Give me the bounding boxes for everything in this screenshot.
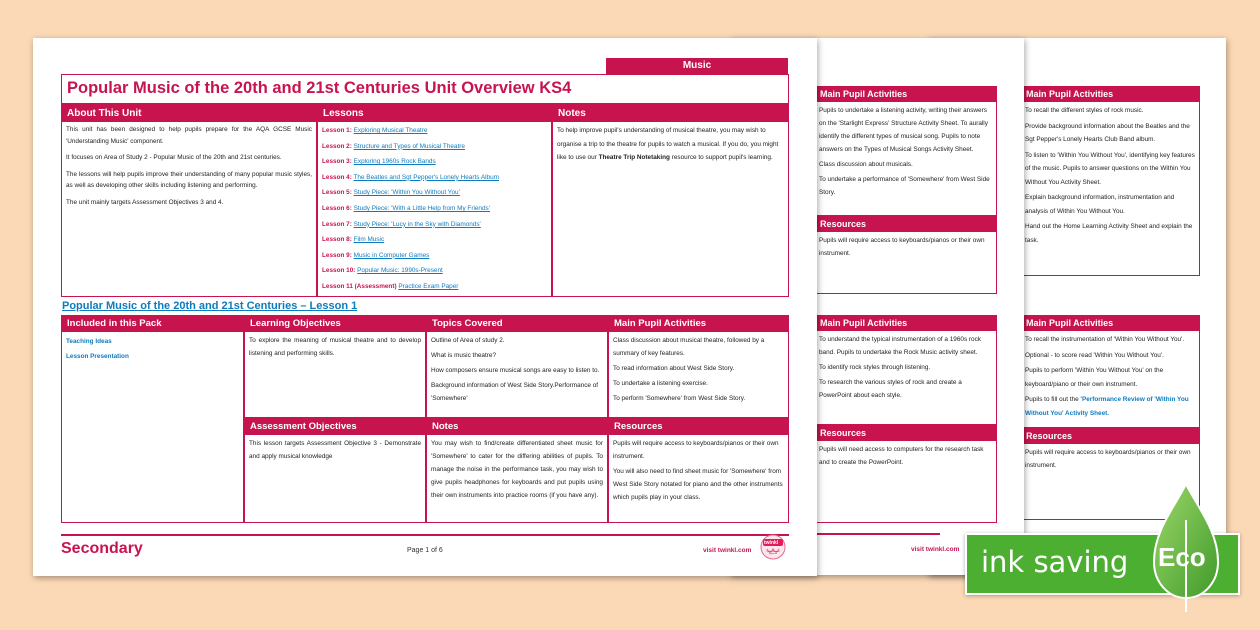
lessons-heading: Lessons <box>318 105 551 122</box>
topics-heading: Topics Covered <box>427 316 607 332</box>
teaching-ideas-link[interactable]: Teaching Ideas <box>66 338 112 345</box>
p3-box2-body: To recall the instrumentation of 'Within You Without You'. Optional - to score read 'Within You Without You'. Pupils to perform 'Within You Without You' on the keyboard/piano or their own instrument. Pupils to fill out the 'Performance Review of 'Within You Without You' Activity Sheet. <box>1025 336 1189 417</box>
p3-box3-heading: Resources <box>1021 429 1199 444</box>
resources-heading: Resources <box>609 419 789 435</box>
p2-box1-body: Pupils to undertake a listening activity, writing their answers on the 'Starlight Express' Structure Activity Sheet. To aurally identify the different types of musical song. Pupils to note answers on the Types of Musical Songs Activity Sheet. Class discussion about musicals. To undertake a performance of 'Somewhere' from West Side Story. <box>819 107 990 196</box>
p2-activities-box-1 <box>814 86 997 294</box>
twinkl-logo-text: twinkl <box>764 540 779 546</box>
secondary-label: Secondary <box>61 540 143 557</box>
music-tab: Music <box>606 58 788 74</box>
p3-activities-box-1 <box>1020 86 1200 276</box>
lesson-notes-body: You may wish to find/create differentiated sheet music for 'Somewhere' to cater for the differing abilities of pupils. To manage the noise in the performance task, you may wish to give pupils headphones for keyboards and put pupils using their own instruments into practice rooms (if you have any). <box>431 440 603 499</box>
p2-box3-body: To understand the typical instrumentation of a 1960s rock band. Pupils to undertake the Rock Music activity sheet. To identify rock styles through listening. To research the various styles of rock and create a PowerPoint about each style. <box>819 336 981 399</box>
lesson-item[interactable]: Lesson 6: Study Piece: 'With a Little Help from My Friends' <box>322 204 490 212</box>
unit-title: Popular Music of the 20th and 21st Centuries Unit Overview KS4 <box>67 79 572 97</box>
lesson-presentation-link[interactable]: Lesson Presentation <box>66 353 129 360</box>
included-list <box>62 332 243 366</box>
ink-saving-label: ink saving <box>981 545 1129 579</box>
notes-heading: Notes <box>553 105 789 122</box>
objectives-column <box>245 316 425 417</box>
lesson-item[interactable]: Lesson 11 (Assessment) Practice Exam Paper <box>322 282 459 290</box>
assessment-heading: Assessment Objectives <box>245 419 425 435</box>
objectives-heading: Learning Objectives <box>245 316 425 332</box>
p2-box1-heading: Main Pupil Activities <box>815 87 996 102</box>
p2-box4-heading: Resources <box>815 426 996 441</box>
lesson1-table <box>61 315 789 523</box>
p3-box2-heading: Main Pupil Activities <box>1021 316 1199 331</box>
eco-leaf <box>1146 480 1226 615</box>
activities-heading: Main Pupil Activities <box>609 316 789 332</box>
notes-column <box>553 105 789 297</box>
footer-url[interactable]: visit twinkl.com <box>703 547 752 554</box>
activities-column <box>609 316 789 417</box>
theatre-trip-resource[interactable]: Theatre Trip Notetaking <box>598 154 670 161</box>
lesson-item[interactable]: Lesson 5: Study Piece: 'Within You Without You' <box>322 189 460 197</box>
lessons-list <box>318 122 551 297</box>
resources-column <box>609 419 789 522</box>
activities-body: Class discussion about musical theatre, followed by a summary of key features. To read information about West Side Story. To undertake a listening exercise. To perform 'Somewhere' from West Side Story. <box>613 337 765 402</box>
p2-box2-body: Pupils will require access to keyboards/pianos or their own instrument. <box>819 237 985 257</box>
p2-activities-box-2 <box>814 315 997 523</box>
lesson-notes-column <box>427 419 607 522</box>
p2-footer-url[interactable]: visit twinkl.com <box>911 546 960 553</box>
p3-box3-body: Pupils will require access to keyboards/pianos or their own instrument. <box>1025 449 1191 469</box>
twinkl-logo <box>759 533 787 561</box>
lesson-item[interactable]: Lesson 1: Exploring Musical Theatre <box>322 127 428 134</box>
assessment-column <box>245 419 425 522</box>
p2-box4-body: Pupils will need access to computers for the research task and to create the PowerPoint. <box>819 446 984 466</box>
eco-label: Eco <box>1158 542 1206 572</box>
footer-line <box>61 534 789 536</box>
included-heading: Included in this Pack <box>62 316 243 332</box>
p3-box1-heading: Main Pupil Activities <box>1021 87 1199 102</box>
unit-overview-table <box>61 74 789 297</box>
page-number: Page 1 of 6 <box>407 547 443 554</box>
topics-body: Outline of Area of study 2. What is music theatre? How composers ensure musical songs are easy to listen to. Background information of West Side Story.Performance of 'Somewhere' <box>431 337 600 402</box>
lesson-item[interactable]: Lesson 2: Structure and Types of Musical Theatre <box>322 142 465 150</box>
lesson-item[interactable]: Lesson 4: The Beatles and Sgt Pepper's Lonely Hearts Album <box>322 173 499 181</box>
lesson-item[interactable]: Lesson 8: Film Music <box>322 236 385 244</box>
lesson-item[interactable]: Lesson 10: Popular Music: 1990s-Present <box>322 267 443 275</box>
objectives-body: To explore the meaning of musical theatre and to develop listening and performing skills. <box>249 337 421 357</box>
lesson1-title[interactable]: Popular Music of the 20th and 21st Centuries – Lesson 1 <box>62 300 358 312</box>
assessment-body: This lesson targets Assessment Objective 3 - Demonstrate and apply musical knowledge <box>249 440 421 460</box>
included-column <box>62 316 243 522</box>
lesson-notes-heading: Notes <box>427 419 607 435</box>
notes-body: To help improve pupil's understanding of musical theatre, you may wish to organise a trip to the theatre for pupils to watch a musical. If you do, you might like to use our Theatre Trip Notetaking resource to support pupil's learning. <box>557 127 779 161</box>
lesson-item[interactable]: Lesson 3: Exploring 1960s Rock Bands <box>322 158 436 166</box>
topics-column <box>427 316 607 417</box>
twinkl-logo-subtext: Quality Standard Approved <box>766 551 780 556</box>
about-body: This unit has been designed to help pupils prepare for the AQA GCSE Music 'Understanding Music' component. It focuses on Area of Study 2 - Popular Music of the 20th and 21st centuries. The lessons will help pupils improve their understanding of many popular music styles, as well as developing other skills including listening and performing. The unit mainly targets Assessment Objectives 3 and 4. <box>66 126 312 206</box>
document-page-1 <box>33 38 817 576</box>
about-heading: About This Unit <box>62 105 316 122</box>
p2-box2-heading: Resources <box>815 217 996 232</box>
about-column <box>62 105 316 297</box>
resources-body: Pupils will require access to keyboards/pianos or their own instrument. You will also need to find sheet music for 'Somewhere' from West Side Story notated for piano and the other instruments which pupils play in your class. <box>613 440 783 501</box>
lesson-item[interactable]: Lesson 7: Study Piece: 'Lucy in the Sky with Diamonds' <box>322 220 481 228</box>
p3-box1-body: To recall the different styles of rock music. Provide background information about the Beatles and the Sgt Pepper's Lonely Hearts Club Band album. To listen to 'Within You Without You', identifying key features of the music. Pupils to answer questions on the Within You Without You Activity Sheet. Explain background information, instrumentation and analysis of Within You Without You. Hand out the Home Learning Activity Sheet and explain the task. <box>1025 107 1195 244</box>
p3-performance-review-link[interactable]: 'Performance Review of 'Within You Without You' Activity Sheet. <box>1025 396 1189 417</box>
p2-box3-heading: Main Pupil Activities <box>815 316 996 331</box>
twinkl-logo-icon <box>759 533 787 561</box>
lesson-item[interactable]: Lesson 9: Music in Computer Games <box>322 251 430 259</box>
lessons-column <box>318 105 551 297</box>
